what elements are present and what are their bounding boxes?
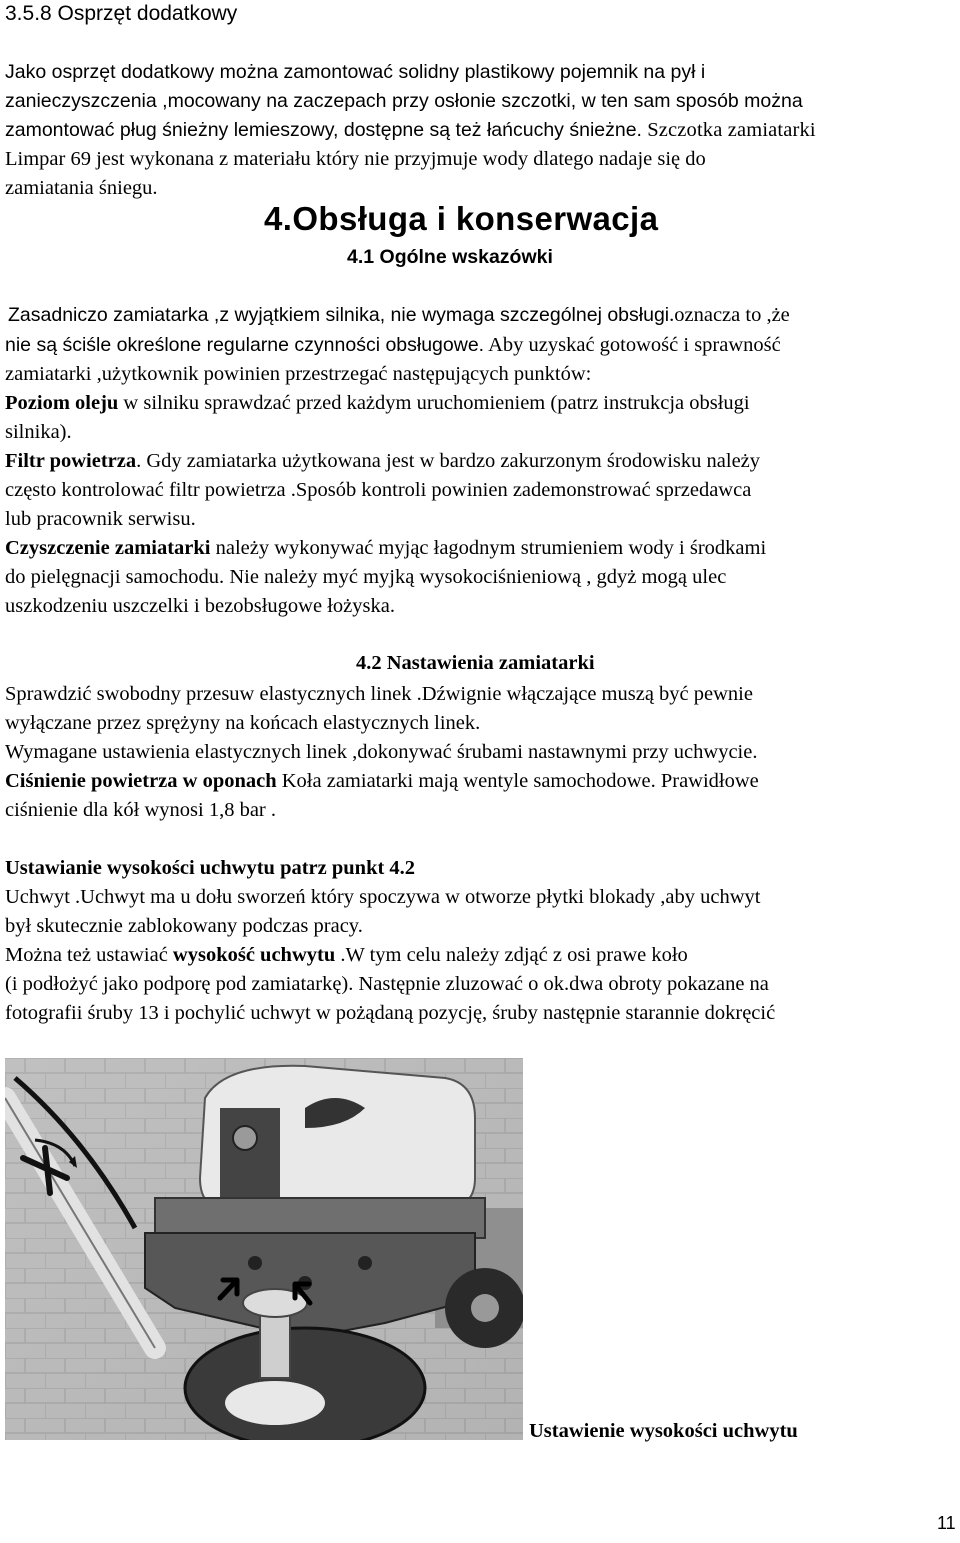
paragraph-line <box>5 116 816 144</box>
sweeper-handle-photo <box>5 1058 523 1440</box>
paragraph-line <box>8 301 790 329</box>
section-heading-4-2: 4.2 Nastawienia zamiatarki <box>356 652 595 674</box>
paragraph-line <box>5 447 760 475</box>
bold-term: Poziom oleju <box>5 392 119 414</box>
line-part: należy wykonywać myjąc łagodnym strumieniem wody i środkami <box>210 537 767 559</box>
paragraph-line: zanieczyszczenia ,mocowany na zaczepach przy osłonie szczotki, w ten sam sposób można <box>5 90 803 112</box>
paragraph-line <box>5 767 759 795</box>
handle-heading: Ustawianie wysokości uchwytu patrz punkt 4.2 <box>5 857 416 879</box>
page-number: 11 <box>937 1513 956 1533</box>
bold-term: wysokość uchwytu <box>172 944 336 966</box>
line-part: Aby uzyskać gotowość i sprawność <box>484 334 781 356</box>
line-part: w silniku sprawdzać przed każdym uruchomieniem (patrz instrukcja obsługi <box>118 392 750 414</box>
wheel-hub <box>225 1381 325 1425</box>
line-part: .oznacza to ,że <box>669 304 790 326</box>
paragraph-line: Uchwyt .Uchwyt ma u dołu sworzeń który spoczywa w otworze płytki blokady ,aby uchwyt <box>5 886 761 908</box>
section-heading-3-5-8: 3.5.8 Osprzęt dodatkowy <box>5 2 238 25</box>
engine-block <box>220 1108 280 1198</box>
paragraph-line: często kontrolować filtr powietrza .Sposób kontroli powinien zademonstrować sprzedawca <box>5 479 752 501</box>
line-part: Można też ustawiać <box>5 944 173 966</box>
paragraph-line: fotografii śruby 13 i pochylić uchwyt w pożądaną pozycję, śruby następnie starannie dokręcić <box>5 1002 776 1024</box>
paragraph-line: był skutecznie zablokowany podczas pracy. <box>5 915 363 937</box>
paragraph-line <box>5 563 726 591</box>
line-part: zamontować pług śnieżny lemieszowy, dostępne są też łańcuchy śnieżne. <box>5 119 642 141</box>
paragraph-line <box>5 389 750 417</box>
photo-caption: Ustawienie wysokości uchwytu <box>529 1420 798 1442</box>
line-part: nie są ściśle określone regularne czynności obsługowe. <box>5 334 485 356</box>
paragraph-line: ciśnienie dla kół wynosi 1,8 bar . <box>5 799 277 821</box>
chapter-title: 4.Obsługa i konserwacja <box>264 200 659 237</box>
line-part: Koła zamiatarki mają wentyle samochodowe. Prawidłowe <box>276 770 759 792</box>
paragraph-line: Jako osprzęt dodatkowy można zamontować solidny plastikowy pojemnik na pył i <box>5 61 706 83</box>
paragraph-line <box>5 331 781 359</box>
paragraph-line: lub pracownik serwisu. <box>5 508 196 530</box>
paragraph-line <box>5 941 688 969</box>
section-heading-4-1: 4.1 Ogólne wskazówki <box>347 246 553 268</box>
paragraph-line: zamiatarki ,użytkownik powinien przestrzegać następujących punktów: <box>5 363 592 385</box>
paragraph-line <box>5 534 766 562</box>
bold-term: Filtr powietrza <box>5 450 137 472</box>
line-part: Nie należy myć myjką wysokociśnieniową , gdyż mogą ulec <box>224 566 727 588</box>
paragraph-line: Limpar 69 jest wykonana z materiału który nie przyjmuje wody dlatego nadaje się do <box>5 148 706 170</box>
line-part: Zasadniczo zamiatarka ,z wyjątkiem silnika, nie wymaga szczególnej obsługi <box>8 304 670 326</box>
bold-term: Ciśnienie powietrza w oponach <box>5 770 277 792</box>
paragraph-line: Wymagane ustawienia elastycznych linek ,dokonywać śrubami nastawnymi przy uchwycie. <box>5 741 758 763</box>
line-part: .W tym celu należy zdjąć z osi prawe koło <box>335 944 688 966</box>
line-part: do pielęgnacji samochodu. <box>5 566 225 588</box>
line-part: Szczotka zamiatarki <box>641 119 816 141</box>
paragraph-line: Sprawdzić swobodny przesuw elastycznych linek .Dźwignie włączające muszą być pewnie <box>5 683 753 705</box>
wheel <box>185 1328 425 1440</box>
paragraph-line: uszkodzeniu uszczelki i bezobsługowe łożyska. <box>5 595 395 617</box>
line-part: . Gdy zamiatarka użytkowana jest w bardzo zakurzonym środowisku należy <box>136 450 761 472</box>
paragraph-line: (i podłożyć jako podporę pod zamiatarkę). Następnie zluzować o ok.dwa obroty pokazane na <box>5 973 769 995</box>
paragraph-line: wyłączane przez sprężyny na końcach elastycznych linek. <box>5 712 481 734</box>
paragraph-line: silnika). <box>5 421 72 443</box>
bold-term: Czyszczenie zamiatarki <box>5 537 211 559</box>
paragraph-line: zamiatania śniegu. <box>5 177 158 199</box>
